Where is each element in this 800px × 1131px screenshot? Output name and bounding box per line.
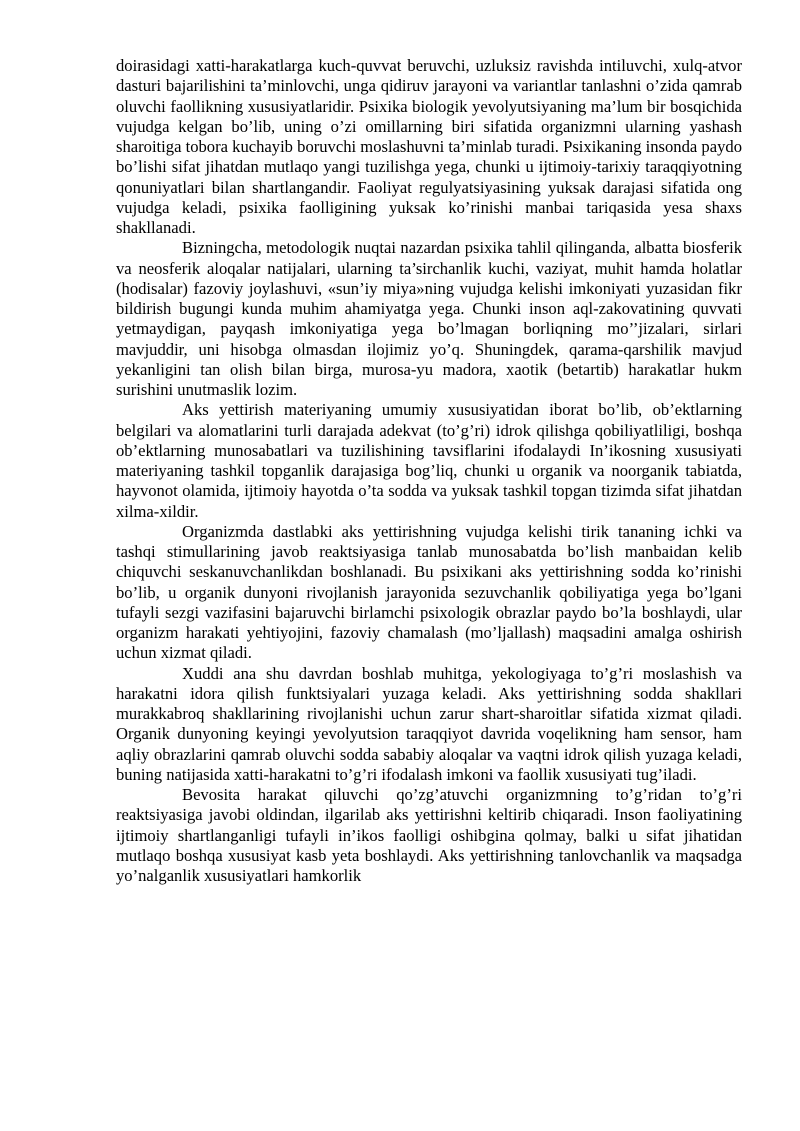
- paragraph-1: doirasidagi xatti-harakatlarga kuch-quvvat beruvchi, uzluksiz ravishda intiluvchi, xulq-atvor dasturi bajarilishini ta’minlovchi, unga qidiruv jarayoni va variantlar tanlashni o’zida qamrab oluvchi faollikning xususiyatlaridir. Psixika biologik yevolyutsiyaning ma’lum bir bosqichida vujudga kelgan bo’lib, uning o’zi omillarning biri sifatida organizmni ularning yashash sharoitiga tobora kuchayib boruvchi moslashuvni ta’minlab turadi. Psixikaning insonda paydo bo’lishi sifat jihatdan mutlaqo yangi tuzilishga yega, chunki u ijtimoiy-tarixiy taraqqiyotning qonuniyatlari bilan shartlangandir. Faoliyat regulyatsiyasining yuksak darajasi sifatida ong vujudga keladi, psixika faolligining yuksak ko’rinishi manbai tariqasida yesa shaxs shakllanadi.: [116, 56, 742, 237]
- paragraph-6: Bevosita harakat qiluvchi qo’zg’atuvchi organizmning to’g’ridan to’g’ri reaktsiyasiga javobi oldindan, ilgarilab aks yettirishni keltirib chiqaradi. Inson faoliyatining ijtimoiy shartlanganligi tufayli in’ikos faolligi oshibgina qolmay, balki u sifat jihatidan mutlaqo boshqa xususiyat kasb yeta boshlaydi. Aks yettirishning tanlovchanlik va maqsadga yo’nalganlik xususiyatlari hamkorlik: [116, 785, 742, 885]
- paragraph-5: Xuddi ana shu davrdan boshlab muhitga, yekologiyaga to’g’ri moslashish va harakatni idora qilish funktsiyalari yuzaga keladi. Aks yettirishning sodda shakllari murakkabroq shakllarining rivojlanishi uchun zarur shart-sharoitlar sifatida xizmat qiladi. Organik dunyoning keyingi yevolyutsion taraqqiyot davrida voqelikning ham sensor, ham aqliy obrazlarini qamrab oluvchi sodda sababiy aloqalar va vaqtni idrok qilish yuzaga keladi, buning natijasida xatti-harakatni to’g’ri ifodalash imkoni va faollik xususiyati tug’iladi.: [116, 663, 742, 784]
- paragraph-3: Aks yettirish materiyaning umumiy xususiyatidan iborat bo’lib, ob’ektlarning belgilari va alomatlarini turli darajada adekvat (to’g’ri) idrok qilishga qobiliyatliligi, boshqa ob’ektlarning munosabatlari va tuzilishining tavsiflarini ifodalaydi In’ikosning xususiyati materiyaning tashkil topganlik darajasiga bog’liq, chunki u organik va noorganik tabiatda, hayvonot olamida, ijtimoiy hayotda o’ta sodda va yuksak tashkil topgan tizimda sifat jihatdan xilma-xildir.: [116, 400, 742, 521]
- paragraph-4: Organizmda dastlabki aks yettirishning vujudga kelishi tirik tananing ichki va tashqi stimullarining javob reaktsiyasiga tanlab munosabatda bo’lish manbaidan kelib chiquvchi seskanuvchanlikdan boshlanadi. Bu psixikani aks yettirishning sodda ko’rinishi bo’lib, u organik dunyoni rivojlanish jarayonida sezuvchanlik qobiliyatiga yega bo’lgani tufayli sezgi vazifasini bajaruvchi birlamchi psixologik obrazlar paydo bo’la boshlaydi, ular organizm harakati yehtiyojini, fazoviy chamalash (mo’ljallash) maqsadini amalga oshirish uchun xizmat qiladi.: [116, 521, 742, 663]
- document-page: [116, 56, 742, 886]
- paragraph-2: Bizningcha, metodologik nuqtai nazardan psixika tahlil qilinganda, albatta biosferik va neosferik aloqalar natijalari, ularning ta’sirchanlik kuchi, vaziyat, muhit hamda holatlar (hodisalar) fazoviy joylashuvi, «sun’iy miya»ning vujudga kelishi imkoniyati yuzasidan fikr bildirish bugungi kunda muhim ahamiyatga yega. Chunki inson aql-zakovatining quvvati yetmaydigan, payqash imkoniyatiga yega bo’lmagan borliqning mo’’jizalari, sirlari mavjuddir, uni hisobga olmasdan ilojimiz yo’q. Shuningdek, qarama-qarshilik mavjud yekanligini tan olish bilan birga, murosa-yu madora, xaotik (betartib) harakatlar hukm surishini unutmaslik lozim.: [116, 238, 742, 399]
